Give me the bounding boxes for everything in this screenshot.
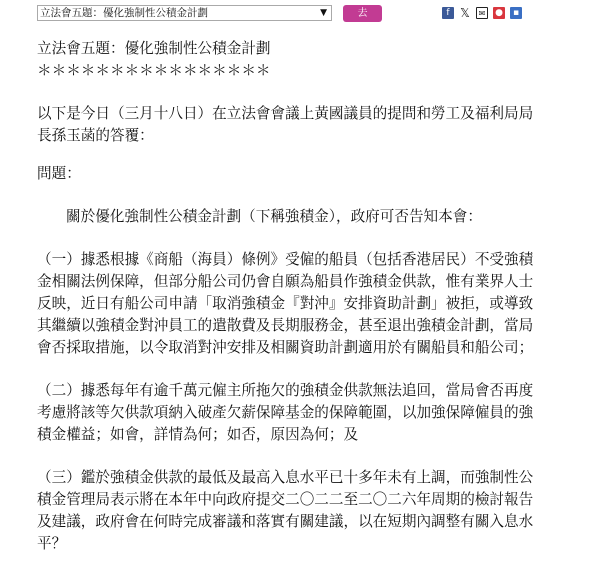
text-line: 平？	[37, 535, 67, 552]
text-line: 及建議，政府會在何時完成審議和落實有關建議，以在短期內調整有關入息水	[37, 513, 534, 530]
text-line: 積金管理局表示將在本年中向政府提交二〇二二至二〇二六年周期的檢討報告	[37, 491, 534, 508]
share-icons	[442, 7, 522, 19]
text-line: 考慮將該等欠供款項納入破產欠薪保障基金的保障範圍，以加強保障僱員的強	[37, 404, 534, 421]
text-line: 金相關法例保障，但部分船公司仍會自願為船員作強積金供款，惟有業界人士	[37, 273, 534, 290]
text-line: 積金權益；如會，詳情為何；如否，原因為何；及	[37, 426, 359, 443]
question-heading: 問題：	[37, 165, 81, 182]
text-line: （一）據悉根據《商船（海員）條例》受僱的船員（包括香港居民）不受強積	[37, 251, 534, 268]
facebook-icon[interactable]: f	[442, 7, 454, 19]
text-line: 反映，近日有船公司申請「取消強積金『對沖』安排資助計劃」被拒，或導致	[37, 295, 534, 312]
x-icon[interactable]: 𝕏	[460, 6, 470, 20]
article-title: 立法會五題：優化強制性公積金計劃	[37, 40, 271, 57]
question-1	[37, 249, 533, 359]
text-line: 以下是今日（三月十八日）在立法會會議上黃國議員的提問和勞工及福利局局	[37, 105, 534, 122]
chevron-down-icon: ▼	[320, 8, 327, 18]
top-bar	[37, 5, 557, 23]
text-line: 會否採取措施，以令取消對沖安排及相關資助計劃適用於有關船員和船公司；	[37, 339, 534, 356]
intro-paragraph	[37, 103, 533, 147]
question-3	[37, 467, 533, 555]
text-line: （三）鑑於強積金供款的最低及最高入息水平已十多年未有上調，而強制性公	[37, 469, 534, 486]
article-select[interactable]	[37, 5, 332, 21]
article-select-value: 立法會五題：優化強制性公積金計劃	[40, 7, 208, 19]
text-line: （二）據悉每年有逾千萬元僱主所拖欠的強積金供款無法追回，當局會否再度	[37, 382, 534, 399]
lead-paragraph: 關於優化強制性公積金計劃（下稱強積金），政府可否告知本會：	[66, 208, 482, 225]
text-line: 長孫玉菡的答覆：	[37, 127, 154, 144]
question-2	[37, 380, 533, 446]
bookmark-icon[interactable]: ▪	[510, 7, 522, 19]
email-icon[interactable]: ✉	[476, 7, 488, 19]
article	[37, 38, 533, 555]
separator-stars: ＊＊＊＊＊＊＊＊＊＊＊＊＊＊＊＊	[37, 62, 271, 79]
print-icon[interactable]: ●	[493, 7, 505, 19]
text-line: 其繼續以強積金對沖員工的遣散費及長期服務金，甚至退出強積金計劃，當局	[37, 317, 534, 334]
go-button[interactable]: 去	[343, 5, 382, 22]
